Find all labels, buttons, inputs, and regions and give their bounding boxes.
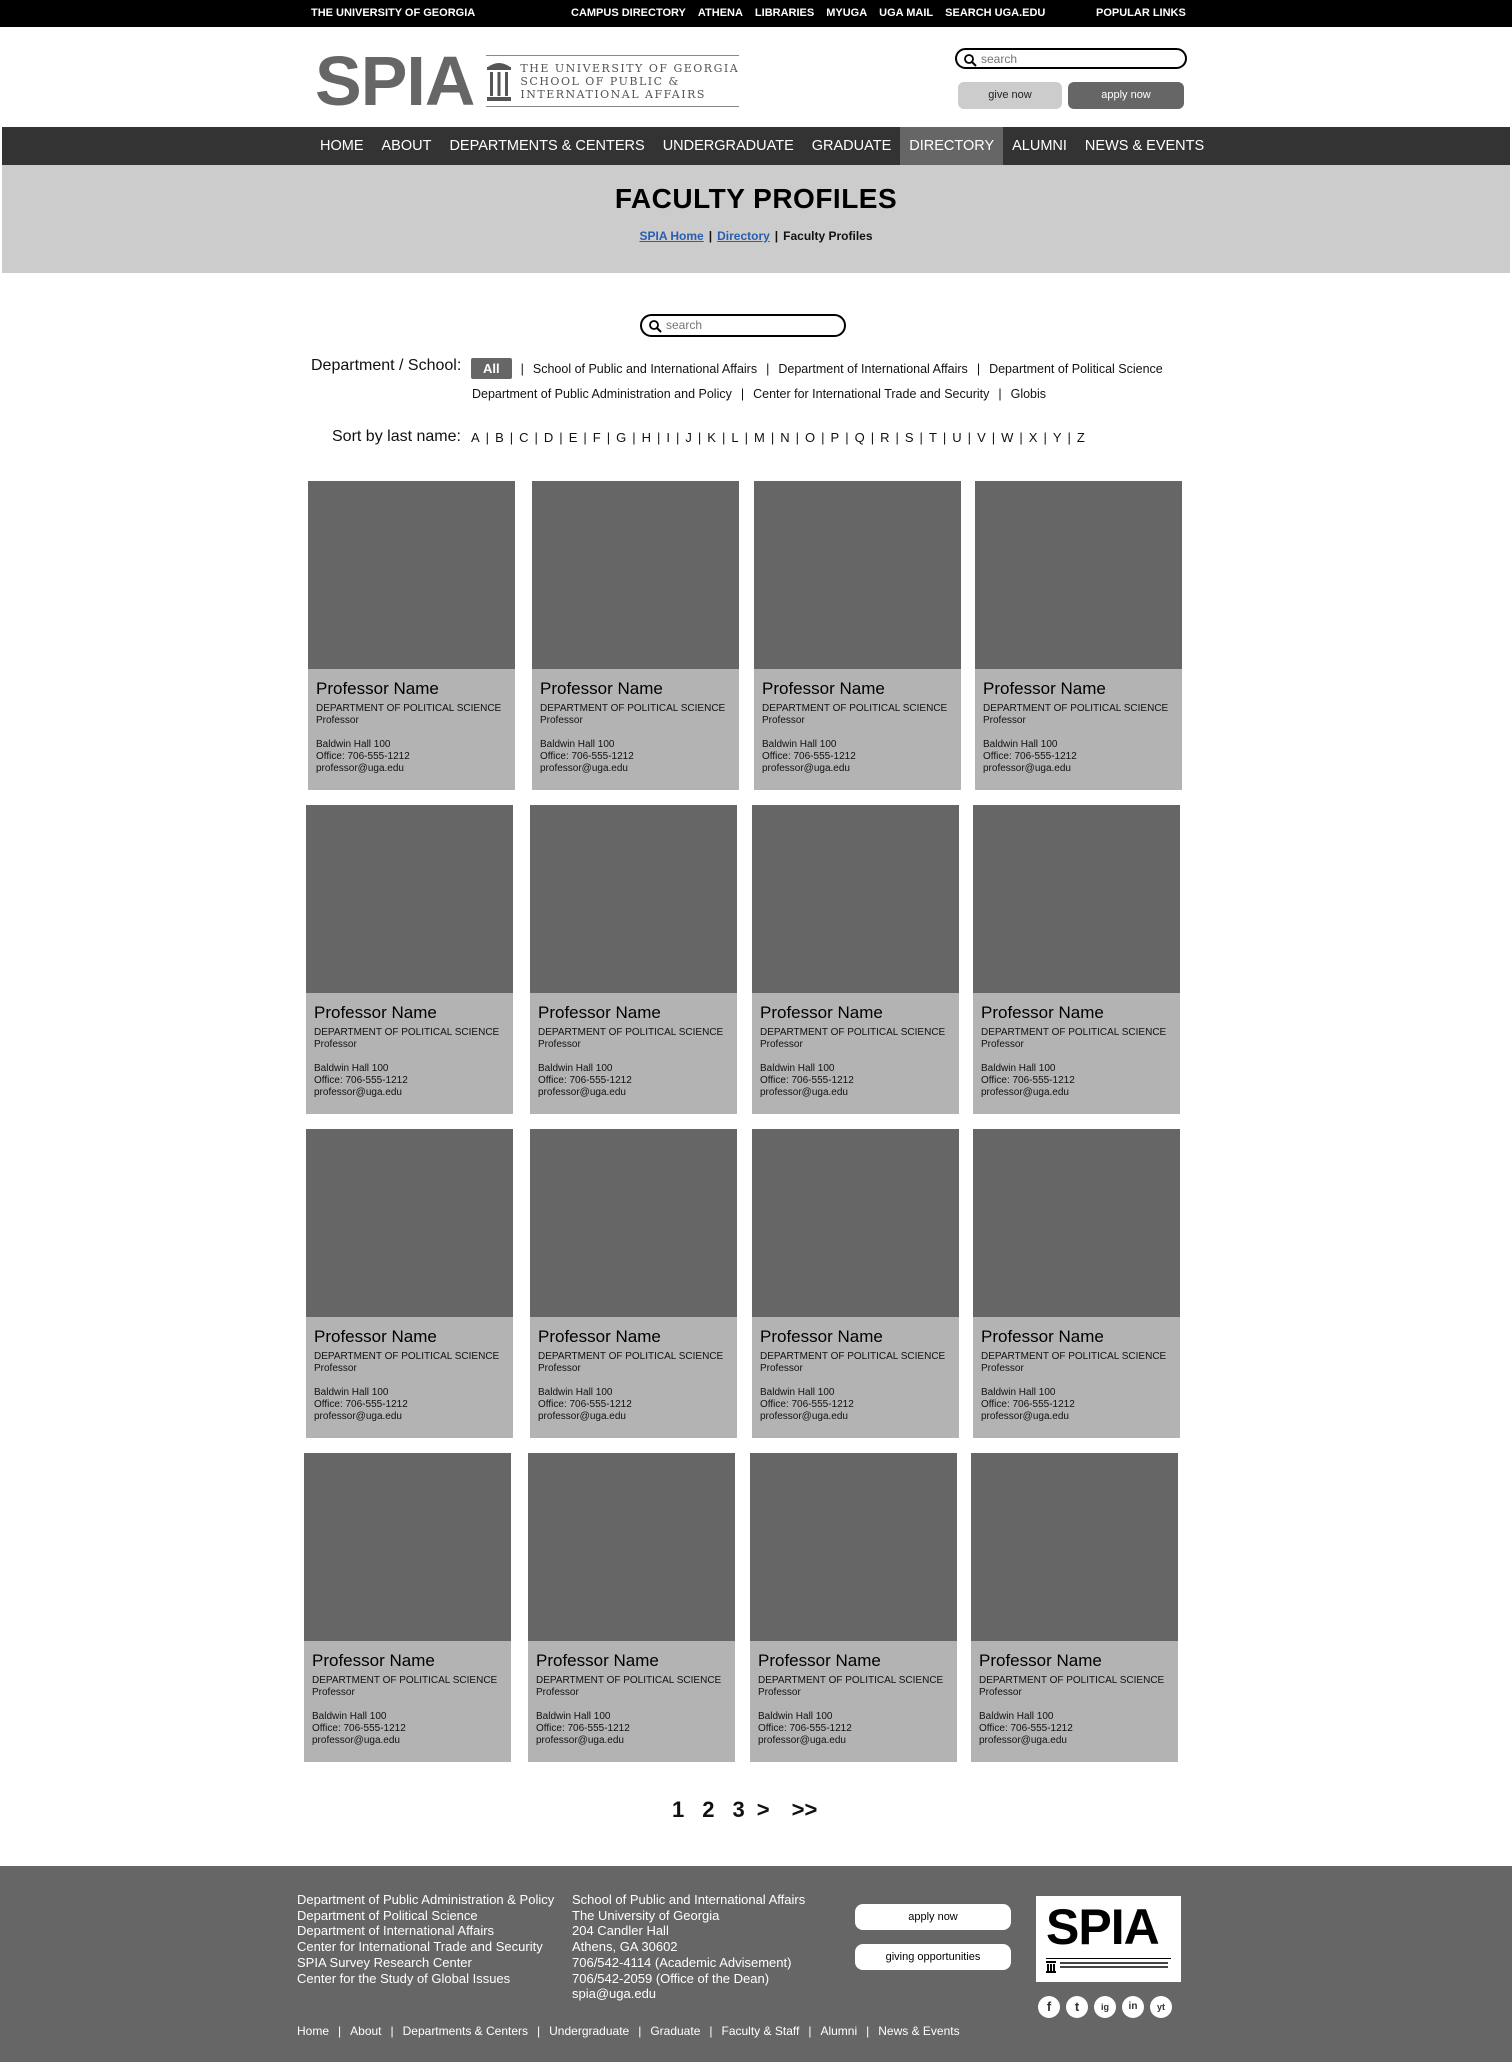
faculty-name[interactable]: Professor Name xyxy=(538,1003,661,1022)
faculty-name[interactable]: Professor Name xyxy=(312,1651,435,1670)
page-1-link[interactable]: 1 xyxy=(672,1797,685,1822)
faculty-email[interactable]: professor@uga.edu xyxy=(538,1411,626,1422)
faculty-name[interactable]: Professor Name xyxy=(760,1003,883,1022)
faculty-department: DEPARTMENT OF POLITICAL SCIENCE xyxy=(981,1351,1167,1362)
faculty-phone: Office: 706-555-1212 xyxy=(314,1075,408,1086)
header-search-input[interactable] xyxy=(979,51,1133,67)
nav-item-news-events[interactable]: NEWS & EVENTS xyxy=(1084,138,1205,154)
letter-separator: | xyxy=(632,430,636,445)
department-filter-row-2 xyxy=(472,387,1046,401)
faculty-card[interactable] xyxy=(528,1453,735,1762)
faculty-office: Baldwin Hall 100 xyxy=(314,1063,389,1074)
faculty-photo[interactable] xyxy=(750,1453,957,1641)
letter-filter-s[interactable]: S xyxy=(904,430,914,445)
faculty-email[interactable]: professor@uga.edu xyxy=(979,1735,1067,1746)
faculty-department: DEPARTMENT OF POLITICAL SCIENCE xyxy=(538,1351,724,1362)
faculty-phone: Office: 706-555-1212 xyxy=(536,1723,630,1734)
department-filter-label: Department / School: xyxy=(311,357,462,374)
faculty-phone: Office: 706-555-1212 xyxy=(538,1399,632,1410)
letter-filter-l[interactable]: L xyxy=(731,430,739,445)
main-nav xyxy=(2,127,1510,165)
letter-separator: | xyxy=(485,430,490,445)
utility-link-uga-mail[interactable]: UGA MAIL xyxy=(879,7,934,19)
faculty-card[interactable] xyxy=(971,1453,1178,1762)
faculty-title: Professor xyxy=(314,1363,357,1374)
faculty-title: Professor xyxy=(981,1039,1024,1050)
footer-nav-separator: | xyxy=(390,2024,394,2038)
nav-item-directory[interactable]: DIRECTORY xyxy=(900,127,1003,165)
letter-separator: | xyxy=(942,430,947,445)
letter-filter-u[interactable]: U xyxy=(952,430,962,445)
letter-filter-g[interactable]: G xyxy=(616,430,627,445)
faculty-phone: Office: 706-555-1212 xyxy=(538,1075,632,1086)
faculty-search-box[interactable] xyxy=(640,314,846,337)
footer-departments xyxy=(297,1892,554,1986)
faculty-phone: Office: 706-555-1212 xyxy=(312,1723,406,1734)
filter-political-science[interactable]: Department of Political Science xyxy=(989,361,1163,376)
footer-nav-separator: | xyxy=(808,2024,812,2038)
faculty-title: Professor xyxy=(762,715,805,726)
filter-separator: | xyxy=(976,361,981,376)
faculty-card[interactable] xyxy=(752,805,959,1114)
faculty-title: Professor xyxy=(316,715,359,726)
faculty-name[interactable]: Professor Name xyxy=(760,1327,883,1346)
faculty-office: Baldwin Hall 100 xyxy=(983,739,1058,750)
faculty-department: DEPARTMENT OF POLITICAL SCIENCE xyxy=(760,1351,946,1362)
faculty-title: Professor xyxy=(536,1687,579,1698)
faculty-title: Professor xyxy=(312,1687,355,1698)
faculty-office: Baldwin Hall 100 xyxy=(758,1711,833,1722)
letter-filter-c[interactable]: C xyxy=(519,430,529,445)
faculty-card[interactable] xyxy=(754,481,961,790)
faculty-email[interactable]: professor@uga.edu xyxy=(314,1411,402,1422)
filter-separator: | xyxy=(740,387,745,401)
faculty-search-input[interactable] xyxy=(664,317,818,333)
faculty-title: Professor xyxy=(540,715,583,726)
footer-address-line: Athens, GA 30602 xyxy=(572,1939,678,1955)
nav-item-departments[interactable]: DEPARTMENTS & CENTERS xyxy=(449,138,645,154)
breadcrumb xyxy=(2,229,1510,243)
faculty-photo[interactable] xyxy=(306,1129,513,1317)
page-3-link[interactable]: 3 xyxy=(732,1797,745,1822)
faculty-department: DEPARTMENT OF POLITICAL SCIENCE xyxy=(536,1675,722,1686)
letter-filter-f[interactable]: F xyxy=(592,430,601,445)
faculty-photo[interactable] xyxy=(971,1453,1178,1641)
utility-links xyxy=(571,7,1045,19)
faculty-office: Baldwin Hall 100 xyxy=(760,1387,835,1398)
faculty-department: DEPARTMENT OF POLITICAL SCIENCE xyxy=(316,703,502,714)
letter-filter-v[interactable]: V xyxy=(977,430,986,445)
faculty-department: DEPARTMENT OF POLITICAL SCIENCE xyxy=(760,1027,946,1038)
faculty-photo[interactable] xyxy=(530,805,737,993)
faculty-title: Professor xyxy=(983,715,1026,726)
page-2-link[interactable]: 2 xyxy=(702,1797,715,1822)
footer-address-line: 204 Candler Hall xyxy=(572,1923,669,1939)
letter-separator: | xyxy=(1043,430,1047,445)
letter-separator: | xyxy=(606,430,611,445)
nav-item-undergraduate[interactable]: UNDERGRADUATE xyxy=(662,138,794,154)
faculty-office: Baldwin Hall 100 xyxy=(314,1387,389,1398)
filter-spia[interactable]: School of Public and International Affairs xyxy=(532,361,758,376)
utility-link-myuga[interactable]: MYUGA xyxy=(826,7,868,19)
letter-filter-i[interactable]: I xyxy=(666,430,671,445)
breadcrumb-separator: | xyxy=(774,229,779,243)
footer-nav-separator: | xyxy=(638,2024,642,2038)
letter-filter-e[interactable]: E xyxy=(568,430,578,445)
nav-item-home[interactable]: HOME xyxy=(320,138,364,154)
letter-separator: | xyxy=(991,430,996,445)
faculty-photo[interactable] xyxy=(752,805,959,993)
filter-separator: | xyxy=(766,361,770,376)
faculty-department: DEPARTMENT OF POLITICAL SCIENCE xyxy=(979,1675,1165,1686)
sort-label: Sort by last name: xyxy=(332,428,461,445)
faculty-email[interactable]: professor@uga.edu xyxy=(762,763,850,774)
faculty-title: Professor xyxy=(981,1363,1024,1374)
arch-columns-icon xyxy=(1046,1961,1056,1973)
filter-globis[interactable]: Globis xyxy=(1010,387,1047,401)
faculty-name[interactable]: Professor Name xyxy=(314,1327,437,1346)
footer-address-line: School of Public and International Affairs xyxy=(572,1892,806,1907)
filter-separator: | xyxy=(520,361,524,376)
logo-subtitle xyxy=(486,55,739,107)
footer-nav-separator: | xyxy=(866,2024,870,2038)
faculty-card[interactable] xyxy=(530,1129,737,1438)
breadcrumb-directory[interactable]: Directory xyxy=(717,229,770,243)
faculty-email[interactable]: professor@uga.edu xyxy=(538,1087,626,1098)
letter-filter-n[interactable]: N xyxy=(780,430,790,445)
letter-filter-p[interactable]: P xyxy=(830,430,840,445)
faculty-phone: Office: 706-555-1212 xyxy=(540,751,634,762)
faculty-phone: Office: 706-555-1212 xyxy=(314,1399,408,1410)
footer-nav-link[interactable]: Alumni xyxy=(820,2024,858,2038)
letter-filter-x[interactable]: X xyxy=(1028,430,1038,445)
nav-item-graduate[interactable]: GRADUATE xyxy=(811,138,892,154)
faculty-department: DEPARTMENT OF POLITICAL SCIENCE xyxy=(540,703,726,714)
faculty-photo[interactable] xyxy=(304,1453,511,1641)
letter-separator: | xyxy=(895,430,899,445)
faculty-phone: Office: 706-555-1212 xyxy=(983,751,1077,762)
footer-logo-subtitle xyxy=(1046,1958,1171,1973)
give-now-button[interactable]: give now xyxy=(958,82,1062,109)
faculty-name[interactable]: Professor Name xyxy=(758,1651,881,1670)
footer-email-link[interactable]: spia@uga.edu xyxy=(572,1986,657,2002)
faculty-card[interactable] xyxy=(306,805,513,1114)
breadcrumb-separator: | xyxy=(708,229,713,243)
faculty-email[interactable]: professor@uga.edu xyxy=(540,763,628,774)
letter-separator: | xyxy=(795,430,799,445)
last-page-link[interactable]: >> xyxy=(791,1797,818,1822)
faculty-email[interactable]: professor@uga.edu xyxy=(312,1735,400,1746)
faculty-office: Baldwin Hall 100 xyxy=(979,1711,1054,1722)
letter-separator: | xyxy=(770,430,775,445)
faculty-office: Baldwin Hall 100 xyxy=(762,739,837,750)
popular-links-menu[interactable]: POPULAR LINKS xyxy=(1096,7,1186,19)
letter-filter-q[interactable]: Q xyxy=(854,430,865,445)
faculty-photo[interactable] xyxy=(754,481,961,669)
footer-link-political-science[interactable]: Department of Political Science xyxy=(297,1907,478,1923)
faculty-office: Baldwin Hall 100 xyxy=(538,1063,613,1074)
faculty-office: Baldwin Hall 100 xyxy=(981,1063,1056,1074)
letter-separator: | xyxy=(1067,430,1071,445)
social-links xyxy=(1038,1996,1172,2018)
filter-cits[interactable]: Center for International Trade and Security xyxy=(753,387,990,401)
faculty-title: Professor xyxy=(538,1039,581,1050)
faculty-photo[interactable] xyxy=(973,805,1180,993)
filter-intl-affairs[interactable]: Department of International Affairs xyxy=(778,361,968,376)
footer-nav-link[interactable]: About xyxy=(350,2024,382,2038)
faculty-title: Professor xyxy=(758,1687,801,1698)
letter-separator: | xyxy=(697,430,702,445)
breadcrumb-current: Faculty Profiles xyxy=(783,229,873,243)
letter-separator: | xyxy=(1019,430,1023,445)
logo-wordmark: SPIA xyxy=(315,42,475,120)
faculty-department: DEPARTMENT OF POLITICAL SCIENCE xyxy=(312,1675,498,1686)
faculty-phone: Office: 706-555-1212 xyxy=(762,751,856,762)
faculty-department: DEPARTMENT OF POLITICAL SCIENCE xyxy=(538,1027,724,1038)
instagram-icon[interactable]: ig xyxy=(1094,1996,1116,2018)
letter-filter-r[interactable]: R xyxy=(880,430,890,445)
faculty-department: DEPARTMENT OF POLITICAL SCIENCE xyxy=(981,1027,1167,1038)
faculty-department: DEPARTMENT OF POLITICAL SCIENCE xyxy=(314,1027,500,1038)
faculty-card[interactable] xyxy=(752,1129,959,1438)
letter-filter-m[interactable]: M xyxy=(753,430,765,445)
faculty-photo[interactable] xyxy=(530,1129,737,1317)
faculty-email[interactable]: professor@uga.edu xyxy=(983,763,1071,774)
faculty-phone: Office: 706-555-1212 xyxy=(981,1075,1075,1086)
faculty-department: DEPARTMENT OF POLITICAL SCIENCE xyxy=(314,1351,500,1362)
letter-separator: | xyxy=(744,430,748,445)
faculty-photo[interactable] xyxy=(308,481,515,669)
pagination xyxy=(672,1797,835,1823)
footer-nav xyxy=(297,2024,960,2038)
footer-nav-link[interactable]: News & Events xyxy=(878,2024,960,2038)
faculty-title: Professor xyxy=(314,1039,357,1050)
faculty-name[interactable]: Professor Name xyxy=(983,679,1106,698)
faculty-phone: Office: 706-555-1212 xyxy=(316,751,410,762)
utility-link-athena[interactable]: ATHENA xyxy=(697,7,743,19)
search-icon xyxy=(648,319,662,333)
faculty-card[interactable] xyxy=(530,805,737,1114)
nav-item-alumni[interactable]: ALUMNI xyxy=(1012,138,1067,154)
faculty-phone: Office: 706-555-1212 xyxy=(758,1723,852,1734)
search-icon xyxy=(963,53,977,67)
faculty-card[interactable] xyxy=(973,1129,1180,1438)
department-filter-row-1 xyxy=(471,358,1163,379)
footer-link-public-admin[interactable]: Department of Public Administration & Policy xyxy=(297,1892,555,1907)
letter-separator: | xyxy=(845,430,849,445)
letter-filter-d[interactable]: D xyxy=(543,430,554,445)
utility-link-libraries[interactable]: LIBRARIES xyxy=(754,7,815,19)
footer-nav-link[interactable]: Home xyxy=(297,2024,330,2038)
utility-link-search-uga[interactable]: SEARCH UGA.EDU xyxy=(945,7,1046,19)
footer-link-global-issues[interactable]: Center for the Study of Global Issues xyxy=(297,1970,511,1986)
faculty-card[interactable] xyxy=(306,1129,513,1438)
faculty-name[interactable]: Professor Name xyxy=(540,679,663,698)
faculty-name[interactable]: Professor Name xyxy=(316,679,439,698)
footer-contact xyxy=(572,1892,805,2002)
faculty-email[interactable]: professor@uga.edu xyxy=(316,763,404,774)
letter-separator: | xyxy=(559,430,563,445)
footer-nav-separator: | xyxy=(338,2024,342,2038)
linkedin-icon[interactable]: in xyxy=(1122,1996,1144,2018)
utility-bar xyxy=(0,0,1512,27)
alphabet-filter xyxy=(471,430,1085,445)
facebook-icon[interactable]: f xyxy=(1038,1996,1060,2018)
faculty-card[interactable] xyxy=(532,481,739,790)
footer-phone-advisement: 706/542-4114 (Academic Advisement) xyxy=(572,1954,792,1970)
faculty-office: Baldwin Hall 100 xyxy=(316,739,391,750)
letter-filter-w[interactable]: W xyxy=(1001,430,1014,445)
apply-now-button[interactable]: apply now xyxy=(1068,82,1184,109)
faculty-name[interactable]: Professor Name xyxy=(538,1327,661,1346)
faculty-email[interactable]: professor@uga.edu xyxy=(314,1087,402,1098)
youtube-icon[interactable]: yt xyxy=(1150,1996,1172,2018)
faculty-department: DEPARTMENT OF POLITICAL SCIENCE xyxy=(758,1675,944,1686)
faculty-name[interactable]: Professor Name xyxy=(981,1327,1104,1346)
letter-filter-t[interactable]: T xyxy=(928,430,937,445)
faculty-title: Professor xyxy=(760,1363,803,1374)
faculty-photo[interactable] xyxy=(975,481,1182,669)
letter-separator: | xyxy=(676,430,680,445)
footer-nav-link[interactable]: Faculty & Staff xyxy=(721,2024,800,2038)
faculty-office: Baldwin Hall 100 xyxy=(312,1711,387,1722)
filter-separator: | xyxy=(998,387,1002,401)
filter-public-admin[interactable]: Department of Public Administration and Policy xyxy=(472,387,732,401)
spia-logo[interactable] xyxy=(315,42,740,120)
footer-nav-separator: | xyxy=(709,2024,713,2038)
logo-sub-line: INTERNATIONAL AFFAIRS xyxy=(520,87,706,101)
faculty-department: DEPARTMENT OF POLITICAL SCIENCE xyxy=(983,703,1169,714)
footer-nav-link[interactable]: Departments & Centers xyxy=(402,2024,529,2038)
faculty-email[interactable]: professor@uga.edu xyxy=(758,1735,846,1746)
footer-phone-dean: 706/542-2059 (Office of the Dean) xyxy=(572,1970,770,1986)
faculty-phone: Office: 706-555-1212 xyxy=(979,1723,1073,1734)
site-footer xyxy=(0,1866,1512,2062)
footer-giving-button[interactable]: giving opportunities xyxy=(855,1944,1011,1970)
faculty-office: Baldwin Hall 100 xyxy=(540,739,615,750)
footer-logo-wordmark: SPIA xyxy=(1046,1899,1159,1955)
footer-nav-link[interactable]: Graduate xyxy=(650,2024,701,2038)
letter-filter-b[interactable]: B xyxy=(495,430,504,445)
twitter-icon[interactable]: t xyxy=(1066,1996,1088,2018)
faculty-name[interactable]: Professor Name xyxy=(536,1651,659,1670)
page-title: FACULTY PROFILES xyxy=(614,183,898,214)
footer-link-intl-affairs[interactable]: Department of International Affairs xyxy=(297,1923,495,1939)
faculty-name[interactable]: Professor Name xyxy=(762,679,885,698)
faculty-photo[interactable] xyxy=(528,1453,735,1641)
logo-sub-line: SCHOOL OF PUBLIC & xyxy=(520,74,680,88)
faculty-name[interactable]: Professor Name xyxy=(981,1003,1104,1022)
letter-filter-a[interactable]: A xyxy=(471,430,480,445)
letter-separator: | xyxy=(721,430,726,445)
faculty-title: Professor xyxy=(979,1687,1022,1698)
footer-spia-logo[interactable] xyxy=(1036,1896,1181,1982)
footer-link-survey-center[interactable]: SPIA Survey Research Center xyxy=(297,1954,472,1970)
faculty-email[interactable]: professor@uga.edu xyxy=(981,1087,1069,1098)
faculty-card[interactable] xyxy=(750,1453,957,1762)
logo-sub-line: THE UNIVERSITY OF GEORGIA xyxy=(520,61,740,75)
letter-separator: | xyxy=(821,430,825,445)
footer-apply-button[interactable]: apply now xyxy=(855,1904,1011,1930)
faculty-card[interactable] xyxy=(975,481,1182,790)
letter-filter-y[interactable]: Y xyxy=(1052,430,1062,445)
letter-separator: | xyxy=(583,430,587,445)
letter-separator: | xyxy=(967,430,972,445)
nav-item-about[interactable]: ABOUT xyxy=(381,138,432,154)
footer-address-line: The University of Georgia xyxy=(572,1907,720,1923)
arch-columns-icon xyxy=(486,59,512,103)
letter-filter-z[interactable]: Z xyxy=(1076,430,1085,445)
faculty-email[interactable]: professor@uga.edu xyxy=(981,1411,1069,1422)
faculty-office: Baldwin Hall 100 xyxy=(538,1387,613,1398)
faculty-phone: Office: 706-555-1212 xyxy=(760,1075,854,1086)
faculty-email[interactable]: professor@uga.edu xyxy=(760,1087,848,1098)
uga-home-link[interactable]: THE UNIVERSITY OF GEORGIA xyxy=(311,7,476,19)
faculty-office: Baldwin Hall 100 xyxy=(536,1711,611,1722)
faculty-office: Baldwin Hall 100 xyxy=(760,1063,835,1074)
faculty-name[interactable]: Professor Name xyxy=(979,1651,1102,1670)
faculty-photo[interactable] xyxy=(973,1129,1180,1317)
faculty-title: Professor xyxy=(760,1039,803,1050)
faculty-title: Professor xyxy=(538,1363,581,1374)
letter-filter-h[interactable]: H xyxy=(641,430,651,445)
header-search-box[interactable] xyxy=(955,48,1187,69)
filter-all-button[interactable]: All xyxy=(471,358,512,379)
letter-separator: | xyxy=(534,430,538,445)
faculty-card[interactable] xyxy=(308,481,515,790)
next-page-link[interactable]: > xyxy=(756,1797,770,1822)
faculty-card[interactable] xyxy=(973,805,1180,1114)
faculty-phone: Office: 706-555-1212 xyxy=(760,1399,854,1410)
faculty-photo[interactable] xyxy=(306,805,513,993)
faculty-card[interactable] xyxy=(304,1453,511,1762)
letter-filter-k[interactable]: K xyxy=(707,430,716,445)
breadcrumb-spia-home[interactable]: SPIA Home xyxy=(639,229,704,243)
letter-separator: | xyxy=(870,430,875,445)
faculty-phone: Office: 706-555-1212 xyxy=(981,1399,1075,1410)
faculty-department: DEPARTMENT OF POLITICAL SCIENCE xyxy=(762,703,948,714)
faculty-name[interactable]: Professor Name xyxy=(314,1003,437,1022)
faculty-office: Baldwin Hall 100 xyxy=(981,1387,1056,1398)
footer-link-cits[interactable]: Center for International Trade and Security xyxy=(297,1939,543,1955)
faculty-photo[interactable] xyxy=(532,481,739,669)
letter-filter-j[interactable]: J xyxy=(685,430,692,445)
faculty-email[interactable]: professor@uga.edu xyxy=(760,1411,848,1422)
faculty-email[interactable]: professor@uga.edu xyxy=(536,1735,624,1746)
utility-link-campus-directory[interactable]: CAMPUS DIRECTORY xyxy=(571,7,686,19)
page-header-band xyxy=(2,165,1510,273)
letter-separator: | xyxy=(657,430,661,445)
faculty-photo[interactable] xyxy=(752,1129,959,1317)
footer-nav-separator: | xyxy=(537,2024,541,2038)
letter-separator: | xyxy=(509,430,514,445)
letter-separator: | xyxy=(919,430,923,445)
footer-nav-link[interactable]: Undergraduate xyxy=(549,2024,630,2038)
letter-filter-o[interactable]: O xyxy=(805,430,816,445)
